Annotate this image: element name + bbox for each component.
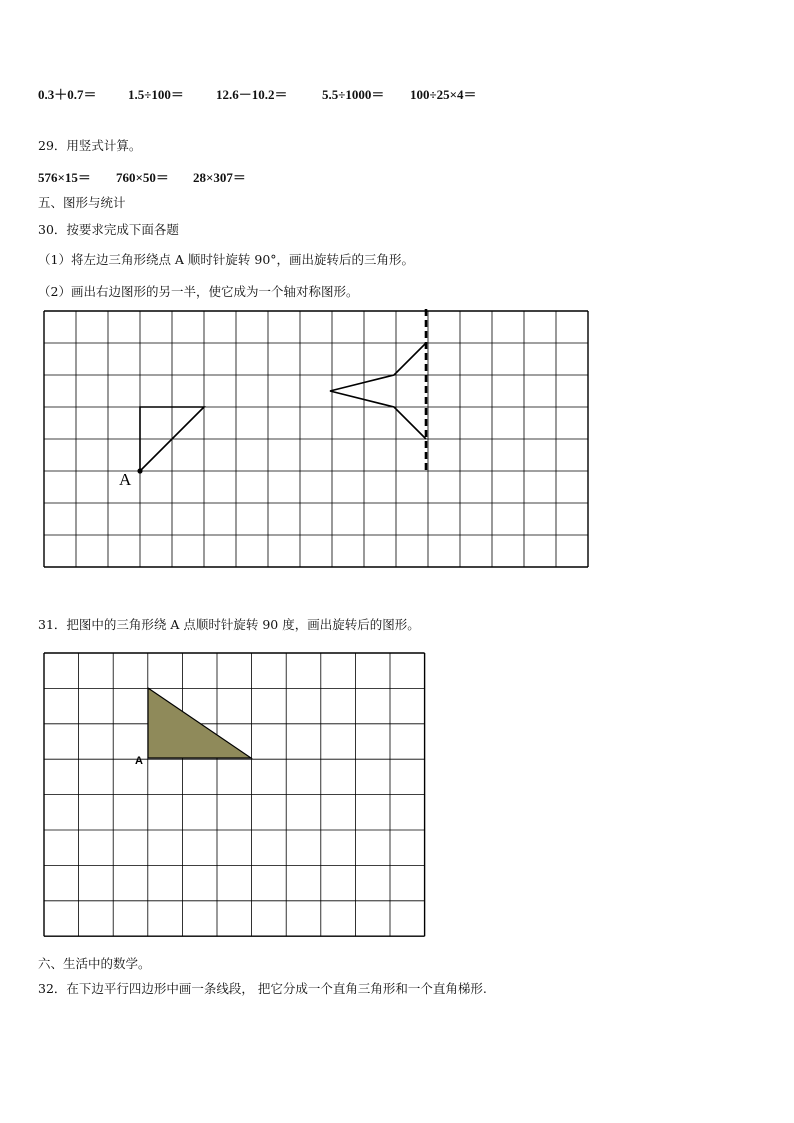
q31-grid <box>44 653 425 936</box>
oral-calc-1: 0.3＋0.7＝ <box>38 87 97 102</box>
q30-sub1: （1）将左边三角形绕点 A 顺时针旋转 90°，画出旋转后的三角形。 <box>38 252 415 267</box>
q30-sub2: （2）画出右边图形的另一半，使它成为一个轴对称图形。 <box>38 284 359 299</box>
oral-calc-2: 1.5÷100＝ <box>128 87 184 102</box>
q29-item-1: 576×15＝ <box>38 170 91 185</box>
q29-item-3: 28×307＝ <box>193 170 246 185</box>
q30-title: 30．按要求完成下面各题 <box>38 222 179 237</box>
q31-triangle <box>148 688 251 758</box>
q29-title: 29．用竖式计算。 <box>38 138 142 153</box>
oral-calc-3: 12.6－10.2＝ <box>216 87 288 102</box>
oral-calc-5: 100÷25×4＝ <box>410 87 477 102</box>
section5-heading: 五、图形与统计 <box>38 195 126 210</box>
section6-heading: 六、生活中的数学。 <box>38 956 151 971</box>
q31-title: 31．把图中的三角形绕 A 点顺时针旋转 90 度，画出旋转后的图形。 <box>38 617 420 632</box>
q29-item-2: 760×50＝ <box>116 170 169 185</box>
oral-calc-4: 5.5÷1000＝ <box>322 87 385 102</box>
q30-point-a-label: A <box>119 470 132 489</box>
q32-title: 32．在下边平行四边形中画一条线段， 把它分成一个直角三角形和一个直角梯形. <box>38 981 487 996</box>
q31-point-a-label: A <box>135 755 143 767</box>
